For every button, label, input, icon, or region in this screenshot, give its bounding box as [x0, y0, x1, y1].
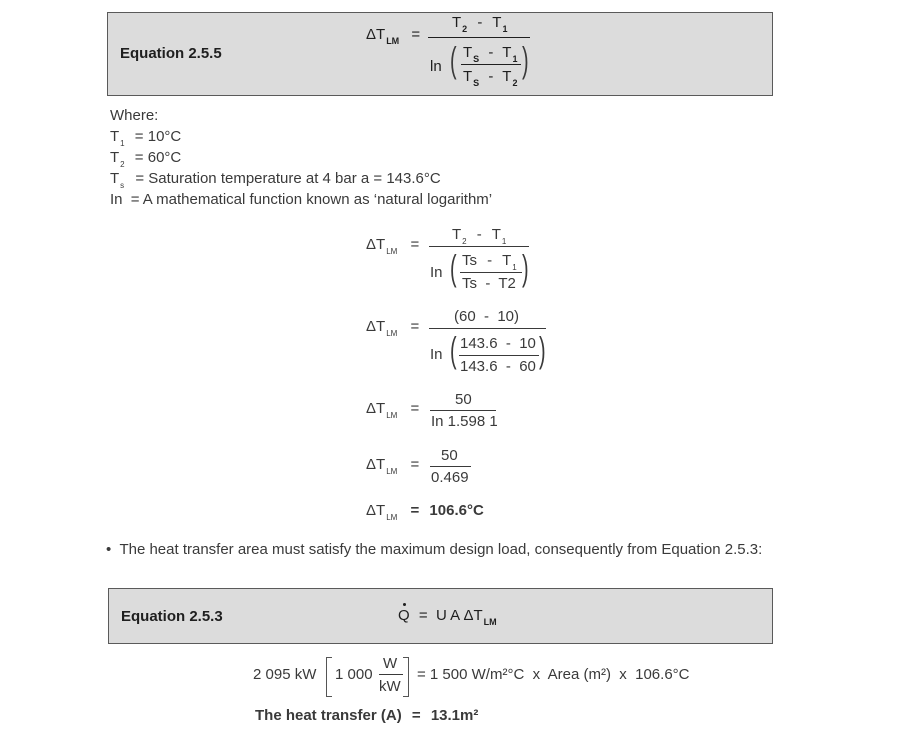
eq255-inner-fraction-line: [461, 64, 521, 65]
ts: T: [463, 68, 473, 85]
answer-value: 13.1m²: [430, 707, 479, 724]
left-paren: (: [450, 329, 457, 370]
step1-inner-denominator: Ts - T2: [462, 275, 516, 292]
step4-fraction-line: [430, 466, 471, 467]
bullet-icon: •: [106, 541, 112, 558]
ts: Ts: [462, 252, 477, 269]
equals: =: [411, 26, 421, 43]
definition: = Saturation temperature at 4 bar a = 143.6°C: [135, 170, 441, 187]
equals: =: [410, 400, 420, 417]
t2: T: [452, 226, 462, 243]
q-symbol: Q: [398, 607, 410, 624]
t1: T: [502, 252, 512, 269]
minus: -: [477, 14, 483, 31]
t1: T: [492, 14, 502, 31]
right-paren: ): [539, 329, 546, 370]
left-paren: (: [450, 39, 457, 80]
q-dot: [398, 607, 410, 624]
step2-ln: In: [430, 346, 443, 363]
sub: 2: [462, 237, 467, 246]
definition: = 60°C: [134, 149, 182, 166]
lhs-sub: LM: [386, 329, 398, 338]
right-bracket: [403, 657, 409, 697]
step1-fraction-line: [429, 246, 529, 247]
eq255-inner-numerator: [463, 44, 517, 64]
equals: =: [411, 707, 421, 724]
definition: = 10°C: [134, 128, 182, 145]
step3-denominator: In 1.598 1: [431, 413, 498, 430]
calc-unit-line: [379, 674, 403, 675]
where-heading: Where:: [110, 107, 159, 124]
step3-fraction-line: [430, 410, 496, 411]
step1-lhs: [366, 236, 419, 256]
sub: S: [473, 54, 480, 64]
sub: 1: [512, 54, 518, 64]
symbol-sub: 1: [120, 139, 125, 148]
calc-right: = 1 500 W/m²°C x Area (m²) x 106.6°C: [417, 666, 690, 683]
bullet-text: The heat transfer area must satisfy the maximum design load, consequently from Equation 2.5.3:: [119, 541, 763, 558]
delta-t: ΔT: [366, 26, 386, 43]
minus: -: [488, 68, 494, 85]
calc-left: 2 095 kW: [253, 666, 317, 683]
step3-numerator: 50: [455, 391, 472, 408]
step1-inner-numerator: [462, 252, 517, 272]
ts: T: [463, 44, 473, 61]
step2-inner-fraction-line: [459, 355, 539, 356]
bullet-paragraph: [106, 541, 762, 558]
step2-fraction-line: [429, 328, 546, 329]
t1: T: [502, 44, 512, 61]
step3-lhs: [366, 400, 419, 420]
where-row: [110, 170, 441, 190]
answer-label: The heat transfer (A): [255, 707, 402, 724]
definition: = A mathematical function known as ‘natural logarithm’: [130, 191, 493, 208]
equals: =: [410, 502, 420, 519]
equals: =: [410, 318, 420, 335]
eq255-lhs: [366, 26, 420, 46]
where-row: [110, 191, 492, 208]
delta-t: ΔT: [366, 318, 386, 335]
symbol: T: [110, 128, 120, 145]
sub: S: [473, 78, 480, 88]
equals: =: [410, 236, 420, 253]
lhs-sub: LM: [386, 411, 398, 420]
symbol-sub: 2: [120, 160, 125, 169]
eq255-inner-denominator: [463, 68, 517, 88]
sub: 1: [512, 263, 517, 272]
answer-line: [255, 707, 478, 724]
lhs-sub: LM: [386, 247, 398, 256]
symbol-sub: s: [120, 181, 125, 190]
sub: 2: [462, 24, 468, 34]
symbol: T: [110, 149, 120, 166]
calc-unit-numerator: W: [383, 655, 398, 672]
step2-numerator: (60 - 10): [454, 308, 520, 325]
step1-numerator: [452, 226, 506, 246]
symbol: T: [110, 170, 120, 187]
equals: =: [410, 456, 420, 473]
t2: T: [452, 14, 462, 31]
eq255-ln: ln: [430, 58, 442, 75]
lhs-sub: LM: [386, 513, 398, 522]
delta-t: ΔT: [366, 502, 386, 519]
minus: -: [488, 44, 494, 61]
equation-label: Equation 2.5.5: [120, 45, 222, 62]
delta-t: ΔT: [366, 456, 386, 473]
t2: T: [502, 68, 512, 85]
equation-2-5-5-box: [107, 12, 773, 96]
eq255-fraction-line: [428, 37, 530, 38]
eq255-numerator: [452, 14, 507, 34]
step1-ln: In: [430, 264, 443, 281]
where-row: [110, 128, 181, 148]
left-paren: (: [450, 247, 457, 288]
sub: 1: [502, 24, 508, 34]
dot-accent: [403, 603, 406, 606]
step5-result-line: [366, 502, 484, 522]
lhs-sub: LM: [386, 36, 400, 46]
step2-lhs: [366, 318, 419, 338]
step4-denominator: 0.469: [431, 469, 469, 486]
step2-inner-denominator: 143.6 - 60: [460, 358, 536, 375]
delta-t: ΔT: [366, 236, 386, 253]
step4-numerator: 50: [441, 447, 458, 464]
result-value: 106.6°C: [429, 502, 484, 519]
delta-t: ΔT: [366, 400, 386, 417]
step2-inner-numerator: 143.6 - 10: [460, 335, 536, 352]
minus: -: [487, 252, 493, 269]
left-bracket: [326, 657, 332, 697]
t1: T: [491, 226, 501, 243]
right-paren: ): [522, 247, 529, 288]
step1-inner-fraction-line: [460, 272, 522, 273]
rhs: = U A ΔT: [418, 607, 483, 624]
eq253-formula: [398, 607, 497, 627]
equation-label: Equation 2.5.3: [121, 608, 223, 625]
sub: 2: [512, 78, 518, 88]
step4-lhs: [366, 456, 419, 476]
where-row: [110, 149, 181, 169]
sub: 1: [501, 237, 507, 246]
symbol: In: [110, 191, 123, 208]
calc-factor: 1 000: [335, 666, 373, 683]
rhs-sub: LM: [483, 617, 497, 627]
minus: -: [476, 226, 482, 243]
calc-unit-denominator: kW: [379, 678, 401, 695]
right-paren: ): [522, 39, 529, 80]
lhs-sub: LM: [386, 467, 398, 476]
